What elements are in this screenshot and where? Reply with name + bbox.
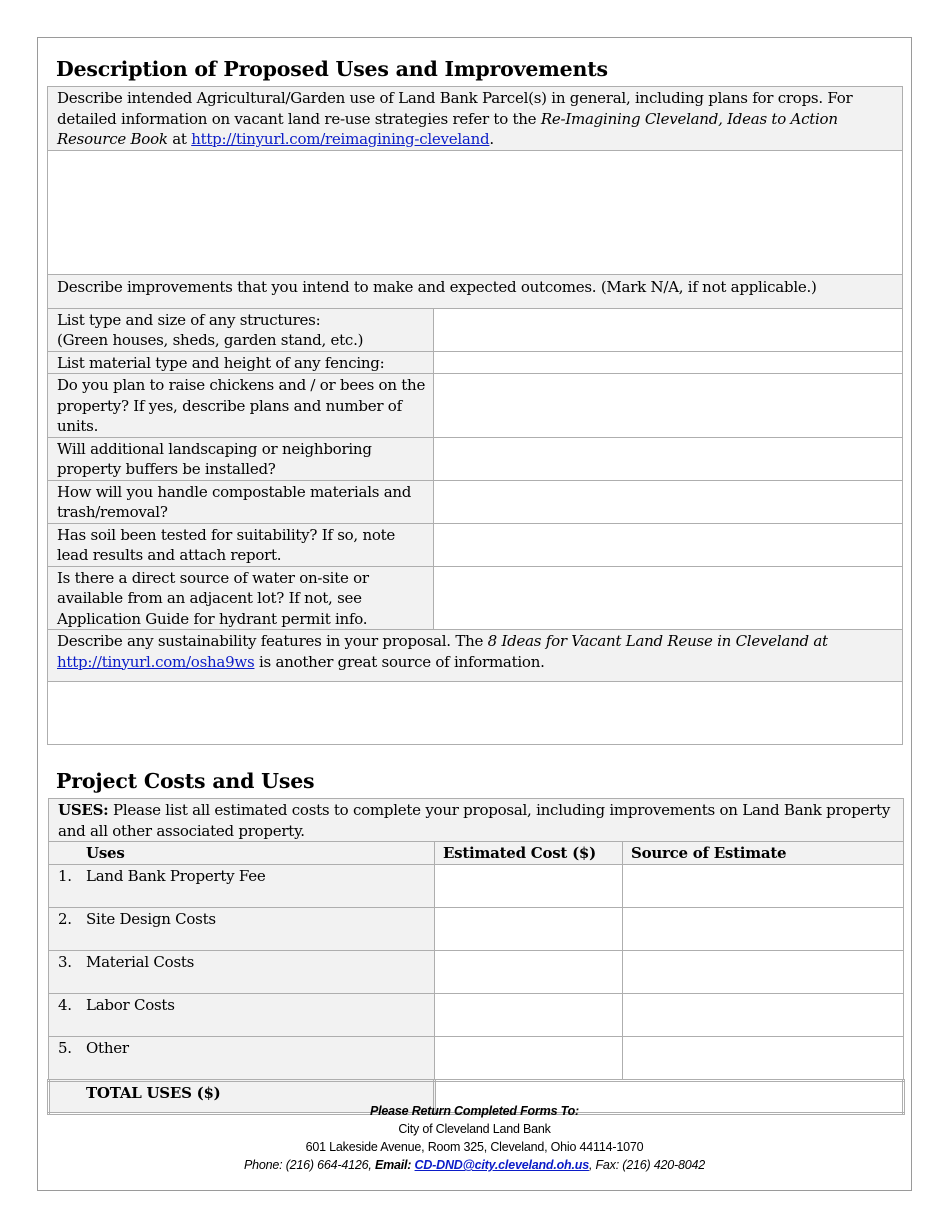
answer-water[interactable]	[434, 566, 903, 630]
row-number: 4.	[58, 995, 72, 1014]
answer-structures[interactable]	[434, 308, 903, 351]
intro-at: at	[167, 130, 192, 148]
sustainability-text: Describe any sustainability features in your proposal. The	[57, 632, 488, 650]
question-landscaping: Will additional landscaping or neighboring property buffers be installed?	[48, 437, 434, 480]
cost-row-label	[49, 993, 435, 1036]
row-number: 1.	[58, 866, 72, 885]
reimagining-cleveland-link[interactable]: http://tinyurl.com/reimagining-cleveland	[191, 130, 490, 148]
footer-phone: Phone: (216) 664-4126,	[244, 1158, 375, 1172]
column-header-source: Source of Estimate	[623, 842, 904, 865]
footer-address: 601 Lakeside Avenue, Room 325, Cleveland, Ohio 44114-1070	[305, 1140, 644, 1154]
section-title-proposed-uses: Description of Proposed Uses and Improvements	[56, 57, 608, 81]
eight-ideas-title: 8 Ideas for Vacant Land Reuse in Cleveland at	[487, 632, 828, 650]
source-of-estimate-field[interactable]	[623, 950, 904, 993]
question-fencing: List material type and height of any fencing:	[48, 351, 434, 374]
uses-text: Please list all estimated costs to complete your proposal, including improvements on Land Bank property and all other associated property.	[58, 801, 891, 840]
question-soil: Has soil been tested for suitability? If so, note lead results and attach report.	[48, 523, 434, 566]
source-of-estimate-field[interactable]	[623, 907, 904, 950]
answer-soil[interactable]	[434, 523, 903, 566]
section-title-project-costs: Project Costs and Uses	[56, 769, 315, 793]
total-uses-label: TOTAL USES ($)	[49, 1080, 435, 1113]
row-label: Land Bank Property Fee	[86, 866, 266, 885]
footer	[37, 1102, 912, 1174]
proposed-uses-table	[47, 86, 903, 745]
answer-landscaping[interactable]	[434, 437, 903, 480]
answer-chickens-bees[interactable]	[434, 374, 903, 438]
question-water: Is there a direct source of water on-site or available from an adjacent lot? If not, see Application Guide for hydrant permit info.	[48, 566, 434, 630]
sustainability-prompt	[48, 630, 903, 682]
improvements-prompt: Describe improvements that you intend to make and expected outcomes. (Mark N/A, if not applicable.)	[48, 274, 903, 308]
question-chickens-bees: Do you plan to raise chickens and / or bees on the property? If yes, describe plans and number of units.	[48, 374, 434, 438]
intended-use-answer-field[interactable]	[48, 150, 903, 274]
cost-row-label	[49, 907, 435, 950]
estimated-cost-field[interactable]	[435, 950, 623, 993]
project-costs-table	[47, 798, 905, 1115]
form-content	[47, 55, 902, 1115]
estimated-cost-field[interactable]	[435, 864, 623, 907]
question-structures: List type and size of any structures: (Green houses, sheds, garden stand, etc.)	[48, 308, 434, 351]
source-of-estimate-field[interactable]	[623, 993, 904, 1036]
footer-title: Please Return Completed Forms To:	[370, 1104, 579, 1118]
row-number: 2.	[58, 909, 72, 928]
footer-email-label: Email:	[374, 1158, 415, 1172]
sustainability-answer-field[interactable]	[48, 682, 903, 745]
resource-book-title: Re-Imagining Cleveland, Ideas to Action Resource Book	[57, 109, 838, 148]
source-of-estimate-field[interactable]	[623, 864, 904, 907]
answer-fencing[interactable]	[434, 351, 903, 374]
cost-row	[49, 907, 904, 950]
intro-cell	[48, 87, 903, 151]
cost-row	[49, 1036, 904, 1080]
cost-row-label	[49, 950, 435, 993]
row-label: Material Costs	[86, 952, 195, 971]
row-number: 5.	[58, 1038, 72, 1057]
source-of-estimate-field[interactable]	[623, 1036, 904, 1080]
footer-fax: , Fax: (216) 420-8042	[588, 1158, 705, 1172]
estimated-cost-field[interactable]	[435, 907, 623, 950]
answer-compost[interactable]	[434, 480, 903, 523]
row-number: 3.	[58, 952, 72, 971]
uses-instructions	[49, 799, 904, 842]
row-label: Labor Costs	[86, 995, 175, 1014]
cost-row	[49, 993, 904, 1036]
uses-label: USES:	[58, 801, 109, 819]
cost-row	[49, 864, 904, 907]
footer-email-link[interactable]: CD-DND@city.cleveland.oh.us	[414, 1158, 589, 1172]
intro-end: .	[489, 130, 494, 148]
column-header-uses: Uses	[49, 842, 435, 865]
cost-row	[49, 950, 904, 993]
osha9ws-link[interactable]: http://tinyurl.com/osha9ws	[57, 652, 255, 671]
estimated-cost-field[interactable]	[435, 993, 623, 1036]
footer-contact	[37, 1156, 912, 1174]
intro-text: Describe intended Agricultural/Garden use of Land Bank Parcel(s) in general, including plans for crops. For detailed information on vacant land re-use strategies refer to the	[57, 89, 853, 128]
cost-row-label	[49, 864, 435, 907]
question-compost: How will you handle compostable materials and trash/removal?	[48, 480, 434, 523]
column-header-estimated-cost: Estimated Cost ($)	[435, 842, 623, 865]
row-label: Other	[86, 1038, 129, 1057]
sustainability-text-end: is another great source of information.	[254, 652, 545, 671]
row-label: Site Design Costs	[86, 909, 216, 928]
cost-row-label	[49, 1036, 435, 1080]
estimated-cost-field[interactable]	[435, 1036, 623, 1080]
footer-org: City of Cleveland Land Bank	[398, 1122, 551, 1136]
